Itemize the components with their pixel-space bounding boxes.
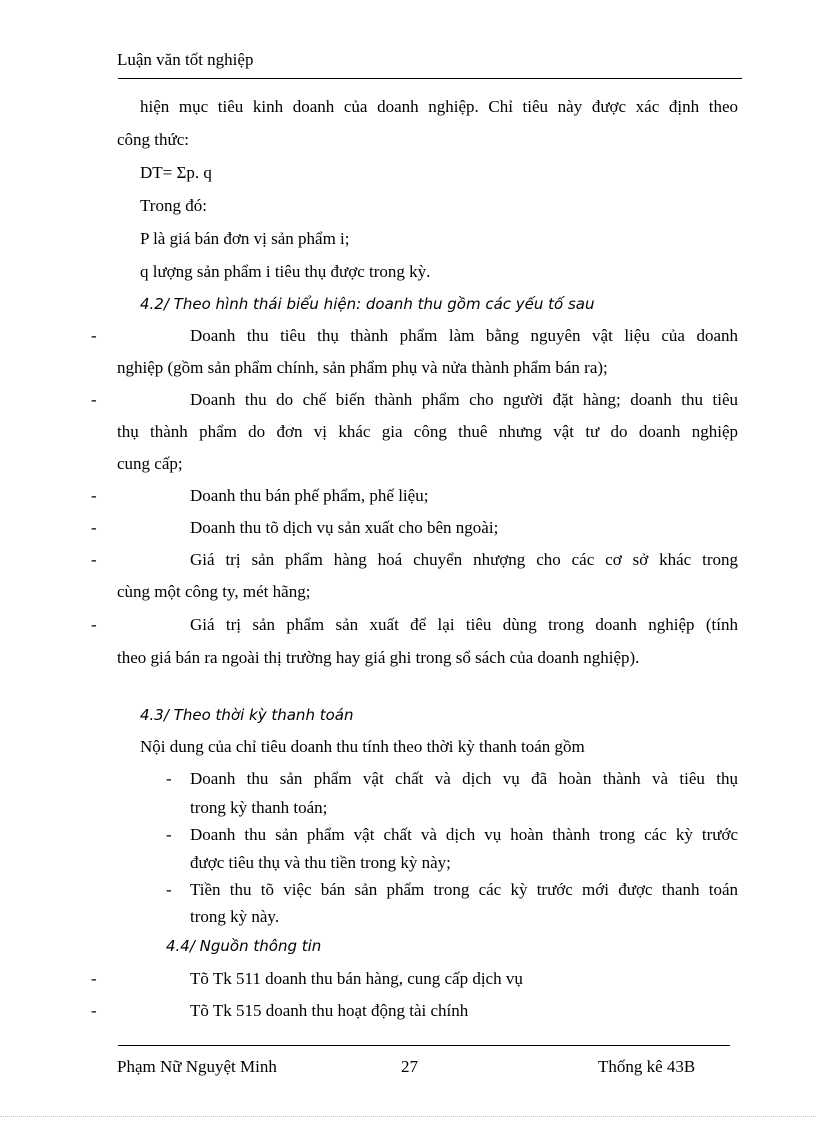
item-line: Doanh thu do chế biến thành phẩm cho người đặt hàng; doanh thu tiêu [190,390,738,409]
item-line: Doanh thu tiêu thụ thành phẩm làm bằng nguyên vật liệu của doanh [190,326,738,345]
item-line: Tiền thu tõ việc bán sản phẩm trong các kỳ trước mới được thanh toán [190,880,738,899]
bullet-dash: - [91,550,97,569]
bullet-dash: - [166,825,172,844]
bullet-dash: - [166,769,172,788]
item-line: Giá trị sản phẩm sản xuất để lại tiêu dùng trong doanh nghiệp (tính [190,615,738,634]
footer-author: Phạm Nữ Nguyệt Minh [117,1057,277,1076]
definition-q: q lượng sản phẩm i tiêu thụ được trong kỳ. [140,262,431,281]
page-number: 27 [401,1057,418,1076]
footer-rule [118,1045,730,1046]
item-line: Doanh thu sản phẩm vật chất và dịch vụ đã hoàn thành và tiêu thụ [190,769,738,788]
item-line: Doanh thu tõ dịch vụ sản xuất cho bên ngoài; [190,518,499,537]
intro-line-1: hiện mục tiêu kinh doanh của doanh nghiệp. Chỉ tiêu này được xác định theo [140,97,738,116]
bullet-dash: - [91,486,97,505]
bullet-dash: - [91,518,97,537]
item-line: Giá trị sản phẩm hàng hoá chuyển nhượng cho các cơ sở khác trong [190,550,738,569]
item-line: Doanh thu sản phẩm vật chất và dịch vụ hoàn thành trong các kỳ trước [190,825,738,844]
item-line: Tõ Tk 511 doanh thu bán hàng, cung cấp dịch vụ [190,969,523,988]
item-line: trong kỳ thanh toán; [190,798,328,817]
section-4-4-heading: 4.4/ Nguồn thông tin [166,937,322,955]
where-label: Trong đó: [140,196,207,215]
item-line: theo giá bán ra ngoài thị trường hay giá ghi trong sổ sách của doanh nghiệp). [117,648,640,667]
item-line: thụ thành phẩm do đơn vị khác gia công thuê nhưng vật tư do doanh nghiệp [117,422,738,441]
item-line: nghiệp (gồm sản phẩm chính, sản phẩm phụ và nửa thành phẩm bán ra); [117,358,608,377]
section-4-3-intro: Nội dung của chỉ tiêu doanh thu tính theo thời kỳ thanh toán gồm [140,737,585,756]
item-line: Doanh thu bán phế phẩm, phế liệu; [190,486,429,505]
intro-line-2: công thức: [117,130,190,149]
section-4-3-heading: 4.3/ Theo thời kỳ thanh toán [140,706,354,724]
formula: DT= Σp. q [140,163,212,182]
definition-p: P là giá bán đơn vị sản phẩm i; [140,229,350,248]
bullet-dash: - [91,326,97,345]
item-line: cung cấp; [117,454,183,473]
item-line: được tiêu thụ và thu tiền trong kỳ này; [190,853,451,872]
item-line: cùng một công ty, mét hãng; [117,582,311,601]
bullet-dash: - [91,390,97,409]
bullet-dash: - [91,615,97,634]
footer-unit: Thống kê 43B [598,1057,696,1076]
item-line: Tõ Tk 515 doanh thu hoạt động tài chính [190,1001,469,1020]
bullet-dash: - [91,969,97,988]
section-4-2-heading: 4.2/ Theo hình thái biểu hiện: doanh thu gồm các yếu tố sau [140,295,595,313]
bullet-dash: - [91,1001,97,1020]
bullet-dash: - [166,880,172,899]
item-line: trong kỳ này. [190,907,280,926]
header-title: Luận văn tốt nghiệp [117,50,254,69]
header-rule [118,78,742,79]
page-bottom-border [0,1116,816,1117]
